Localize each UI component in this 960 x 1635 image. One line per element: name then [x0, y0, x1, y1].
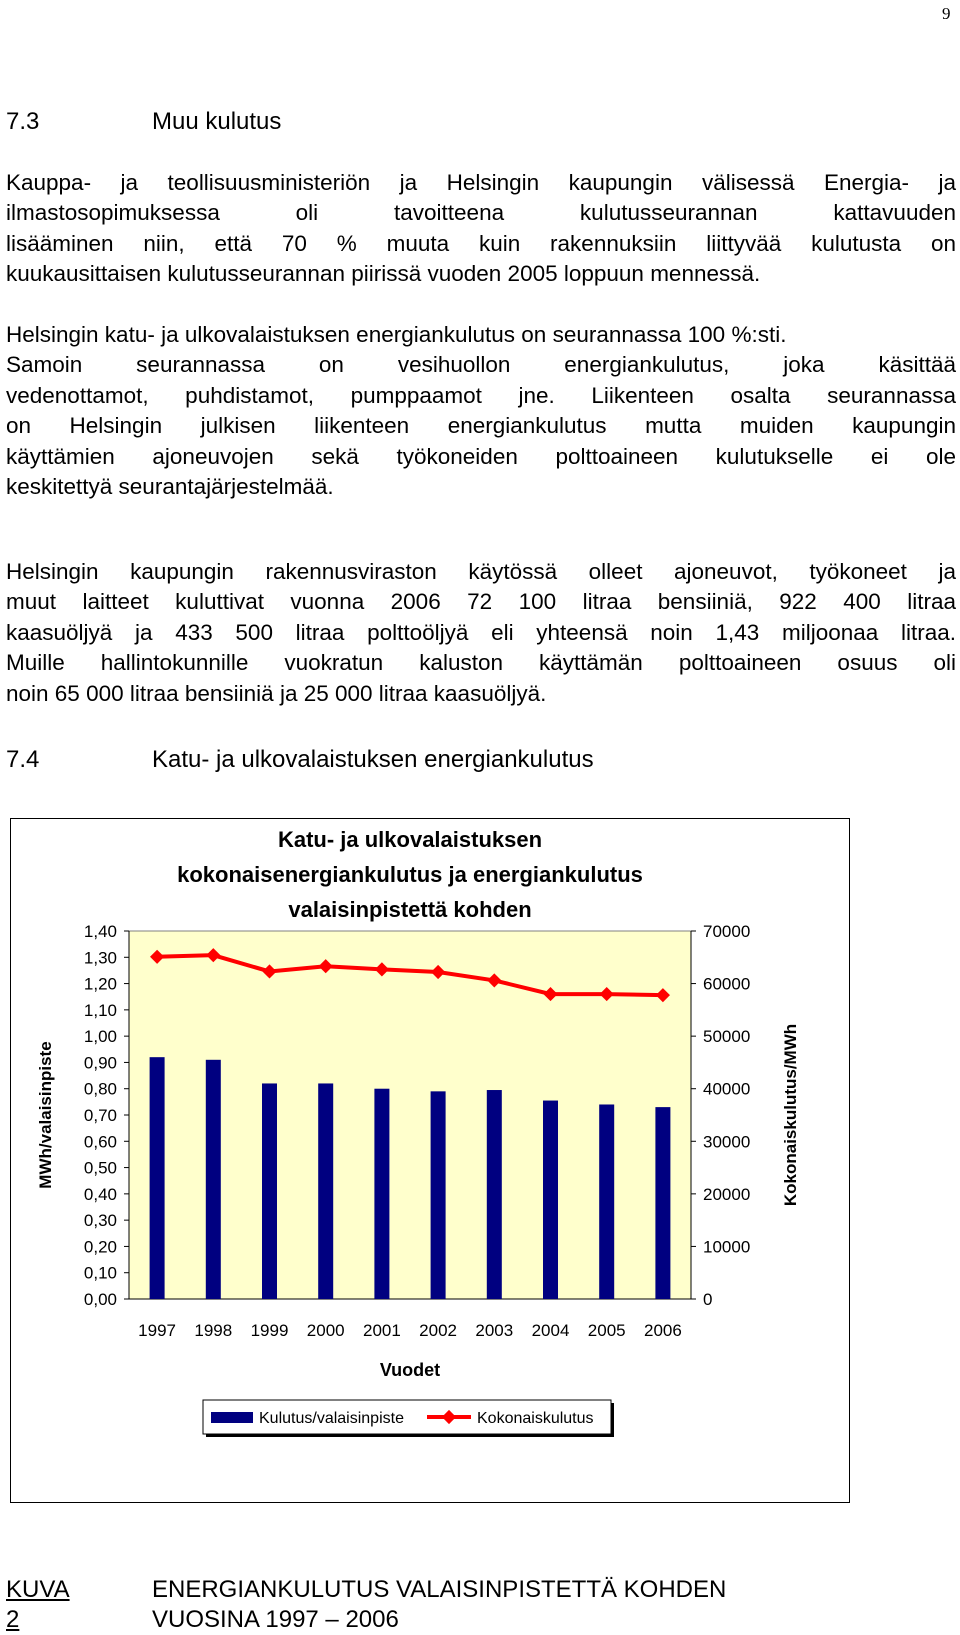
right-tick-label: 20000 — [703, 1184, 751, 1204]
caption-label: KUVA 2 — [6, 1576, 70, 1633]
paragraph-line: keskitettyä seurantajärjestelmää. — [6, 474, 334, 500]
left-tick-label: 1,20 — [83, 974, 117, 994]
left-tick-label: 1,40 — [83, 922, 117, 941]
paragraph-line: Samoin seurannassa on vesihuollon energiankulutus, joka käsittää — [6, 352, 956, 378]
right-tick-label: 50000 — [703, 1027, 751, 1047]
x-tick-label: 2006 — [643, 1321, 682, 1340]
x-tick-label: 1999 — [250, 1321, 289, 1340]
page-number: 9 — [942, 4, 951, 23]
caption-line: ENERGIANKULUTUS VALAISINPISTETTÄ KOHDEN — [152, 1576, 727, 1603]
chart-title-line: kokonaisenergiankulutus ja energiankulutus — [177, 862, 643, 887]
right-axis-label: Kokonaiskulutus/MWh — [781, 1023, 800, 1207]
left-axis-label: MWh/valaisinpiste — [36, 1041, 55, 1189]
paragraph-line: Kauppa- ja teollisuusministeriön ja Helsingin kaupungin välisessä Energia- ja — [6, 170, 956, 195]
bar — [262, 1083, 277, 1299]
left-tick-label: 1,30 — [83, 948, 117, 968]
legend-bar-label: Kulutus/valaisinpiste — [259, 1410, 404, 1427]
bar — [431, 1091, 446, 1299]
x-tick-label: 2005 — [587, 1321, 626, 1340]
right-tick-label: 0 — [703, 1290, 713, 1309]
bar — [374, 1089, 389, 1299]
left-tick-label: 0,80 — [83, 1079, 117, 1099]
paragraph-line: kuukausittaisen kulutusseurannan piirissä vuoden 2005 loppuun mennessä. — [6, 261, 761, 287]
left-tick-label: 0,00 — [83, 1290, 117, 1309]
x-tick-label: 2002 — [419, 1321, 458, 1340]
x-tick-label: 1997 — [138, 1321, 177, 1340]
left-tick-label: 0,70 — [83, 1106, 117, 1125]
legend-bar-swatch — [211, 1412, 253, 1423]
bar — [599, 1104, 614, 1299]
section-7-4-heading — [6, 746, 594, 774]
paragraph-line: vedenottamot, puhdistamot, pumppaamot jne. Liikenteen osalta seurannassa — [6, 382, 956, 408]
left-tick-label: 0,20 — [83, 1237, 117, 1257]
left-tick-label: 0,30 — [83, 1211, 117, 1231]
chart-frame — [10, 818, 850, 1503]
bar — [487, 1090, 502, 1299]
paragraph-2 — [6, 320, 956, 502]
paragraph-line: käyttämien ajoneuvojen sekä työkoneiden polttoaineen kulutukselle ei ole — [6, 443, 956, 469]
bar — [206, 1060, 221, 1299]
right-tick-label: 10000 — [703, 1237, 751, 1257]
x-tick-label: 2004 — [531, 1321, 570, 1340]
left-tick-label: 1,00 — [83, 1027, 117, 1047]
section-title: Katu- ja ulkovalaistuksen energiankulutus — [152, 746, 594, 773]
left-tick-label: 0,90 — [83, 1053, 117, 1073]
paragraph-line: Helsingin katu- ja ulkovalaistuksen energiankulutus on seurannassa 100 %:sti. — [6, 322, 787, 347]
left-tick-label: 0,60 — [83, 1132, 117, 1152]
right-tick-label: 70000 — [703, 922, 751, 941]
left-tick-label: 0,50 — [83, 1158, 117, 1178]
paragraph-line: ilmastosopimuksessa oli tavoitteena kulutusseurannan kattavuuden — [6, 200, 956, 226]
x-axis-label: Vuodet — [379, 1360, 441, 1380]
paragraph-1 — [6, 168, 956, 290]
paragraph-line: muut laitteet kuluttivat vuonna 2006 72 100 litraa bensiiniä, 922 400 litraa — [6, 589, 956, 615]
chart-title-line: Katu- ja ulkovalaistuksen — [277, 827, 543, 852]
paragraph-line: Muille hallintokunnille vuokratun kaluston käyttämän polttoaineen osuus oli — [6, 650, 956, 676]
x-tick-label: 1998 — [194, 1321, 233, 1340]
bar — [150, 1057, 165, 1299]
paragraph-3 — [6, 557, 956, 709]
paragraph-line: lisääminen niin, että 70 % muuta kuin rakennuksiin liittyvää kulutusta on — [6, 230, 956, 256]
paragraph-line: noin 65 000 litraa bensiiniä ja 25 000 litraa kaasuöljyä. — [6, 680, 547, 706]
paragraph-line: on Helsingin julkisen liikenteen energiankulutus mutta muiden kaupungin — [6, 413, 956, 439]
section-number: 7.4 — [6, 746, 40, 773]
bar — [655, 1107, 670, 1299]
left-tick-label: 1,10 — [83, 1000, 117, 1020]
right-tick-label: 40000 — [703, 1079, 751, 1099]
chart-title-line: valaisinpistettä kohden — [288, 897, 532, 922]
right-tick-label: 30000 — [703, 1132, 751, 1152]
right-tick-label: 60000 — [703, 974, 751, 994]
left-tick-label: 0,40 — [83, 1184, 117, 1204]
combo-chart — [11, 819, 849, 1502]
section-number: 7.3 — [6, 108, 40, 135]
x-tick-label: 2003 — [475, 1321, 514, 1340]
x-tick-label: 2001 — [362, 1321, 401, 1340]
bar — [543, 1101, 558, 1299]
caption-text — [152, 1575, 852, 1635]
section-title: Muu kulutus — [152, 108, 282, 135]
paragraph-line: kaasuöljyä ja 433 500 litraa polttoöljyä eli yhteensä noin 1,43 miljoonaa litraa. — [6, 619, 956, 645]
bar — [318, 1083, 333, 1299]
paragraph-line: Helsingin kaupungin rakennusviraston käytössä olleet ajoneuvot, työkoneet ja — [6, 559, 956, 584]
legend-line-label: Kokonaiskulutus — [477, 1410, 594, 1427]
x-tick-label: 2000 — [306, 1321, 345, 1340]
caption-line: VUOSINA 1997 – 2006 — [152, 1606, 399, 1633]
section-7-3-heading — [6, 108, 281, 136]
left-tick-label: 0,10 — [83, 1263, 117, 1283]
